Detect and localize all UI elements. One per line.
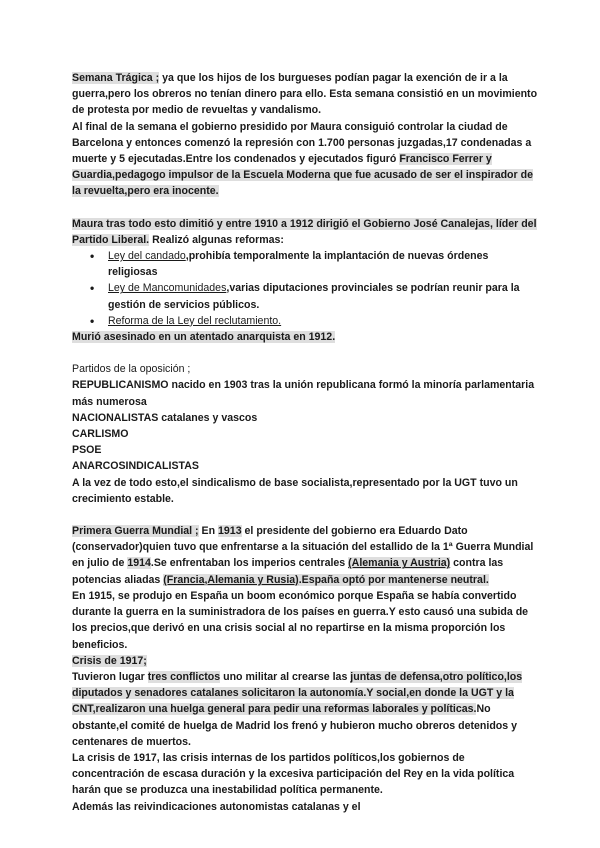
text: En	[198, 525, 219, 538]
text: contra las potencias aliadas	[72, 557, 504, 586]
list-item	[108, 313, 540, 329]
highlight-conflictos: tres conflictos	[147, 670, 221, 683]
text: .Se enfrentaban los imperios centrales	[150, 557, 349, 570]
highlight-juntas: juntas de defensa	[350, 670, 440, 683]
text: No obstante,el comité de huelga de Madrid los frenó y hubieron mucho obreros detenidos y centenares de muertos.	[72, 703, 518, 748]
paragraph-crisis-1917	[72, 669, 540, 750]
highlight-1913: 1913	[218, 525, 242, 538]
line-psoe: PSOE	[72, 444, 102, 457]
paragraph-primera-guerra	[72, 523, 540, 588]
reform-title: Ley del candado	[108, 250, 186, 263]
text: Realizó algunas reformas:	[149, 233, 284, 246]
line-nacionalistas: NACIONALISTAS catalanes y vascos	[72, 411, 258, 424]
text: Tuvieron lugar	[72, 670, 148, 683]
line-carlismo: CARLISMO	[72, 428, 129, 441]
paragraph-inestabilidad: La crisis de 1917, las crisis internas de los partidos políticos,los gobiernos de concentración de escasa duración y la excesiva participación del Rey en la vida política harán que se produzca una inestabilidad política permanente.	[72, 751, 515, 797]
reform-title: Reforma de la Ley del reclutamiento.	[108, 314, 282, 327]
highlight-aliadas: (Francia,Alemania y Rusia)	[163, 573, 299, 586]
text: Al final de la semana el gobierno presidido por Maura consiguió controlar la ciudad de Barcelona y entonces comenzó la represión con 1.700 personas juzgadas,17 condenadas a muerte y 5 ejecutadas.Entre los condenados y ejecutados figuró	[72, 120, 532, 166]
spacer	[72, 200, 540, 216]
heading-primera-guerra: Primera Guerra Mundial ;	[72, 525, 199, 538]
highlight-social: .Y social,en donde la UGT y la CNT,realizaron una huelga general para pedir una reformas laborales y políticas.	[72, 687, 514, 716]
heading-oposicion: Partidos de la oposición ;	[72, 363, 191, 376]
paragraph-semana-tragica	[72, 70, 540, 119]
highlight-ferrer: Francisco Ferrer y Guardia	[72, 153, 492, 182]
heading-semana-tragica: Semana Trágica ;	[72, 72, 160, 84]
line-republicanismo: REPUBLICANISMO nacido en 1903 tras la unión republicana formó la minoría parlamentaria más numerosa	[72, 379, 535, 408]
highlight-text: ,pedagogo impulsor de la Escuela Moderna que fue acusado de ser el inspirador de la revuelta,pero era inocente.	[72, 169, 533, 198]
reform-text: ,prohibía temporalmente la implantación de nuevas órdenes religiosas	[108, 250, 489, 279]
paragraph-boom-economico: En 1915, se produjo en España un boom económico porque España se había convertido durante la guerra en la suministradora de los países en guerra.Y esto causó una subida de los precios,que derivó en una crisis social al no repartirse en la misma proporción los beneficios.	[72, 589, 529, 651]
reform-title: Ley de Mancomunidades	[108, 282, 227, 295]
heading-crisis-1917: Crisis de 1917;	[72, 654, 147, 667]
reforms-list	[72, 248, 540, 329]
highlight-asesinato: Murió asesinado en un atentado anarquista en 1912.	[72, 331, 336, 344]
paragraph-represion	[72, 119, 540, 200]
highlight-canalejas: Maura tras todo esto dimitió y entre 1910 a 1912 dirigió el Gobierno José Canalejas, líder del Partido Liberal.	[72, 217, 537, 246]
highlight-autonomia: ,otro político,los diputados y senadores catalanes solicitaron la autonomía	[72, 670, 523, 700]
list-item	[108, 248, 540, 280]
paragraph-reivindicaciones: Además las reivindicaciones autonomistas catalanas y el	[72, 800, 361, 813]
highlight-neutral: .España optó por mantenerse neutral.	[298, 573, 489, 586]
text: uno militar al crearse las	[220, 670, 351, 683]
spacer	[72, 507, 540, 523]
line-sindicalismo: A la vez de todo esto,el sindicalismo de base socialista,representado por la UGT tuvo un crecimiento estable.	[72, 476, 518, 505]
text: ya que los hijos de los burgueses podían pagar la exención de ir a la guerra,pero los obreros no tenían dinero para ello. Esta semana consistió en un movimiento de protesta por medio de revueltas y vandalismo.	[72, 72, 538, 117]
spacer	[72, 345, 540, 361]
list-item	[108, 280, 540, 312]
paragraph-asesinato	[72, 329, 540, 345]
reform-text: ,varias diputaciones provinciales se podrían reunir para la gestión de servicios públicos.	[108, 282, 520, 311]
paragraph-canalejas	[72, 216, 540, 248]
highlight-imperios: (Alemania y Austria)	[348, 557, 451, 570]
text: el presidente del gobierno era Eduardo Dato (conservador)quien tuvo que enfrentarse a la situación del estallido de la 1ª Guerra Mundial en julio de	[72, 525, 534, 570]
highlight-1914: 1914	[127, 557, 151, 570]
line-anarcosindicalistas: ANARCOSINDICALISTAS	[72, 460, 199, 473]
